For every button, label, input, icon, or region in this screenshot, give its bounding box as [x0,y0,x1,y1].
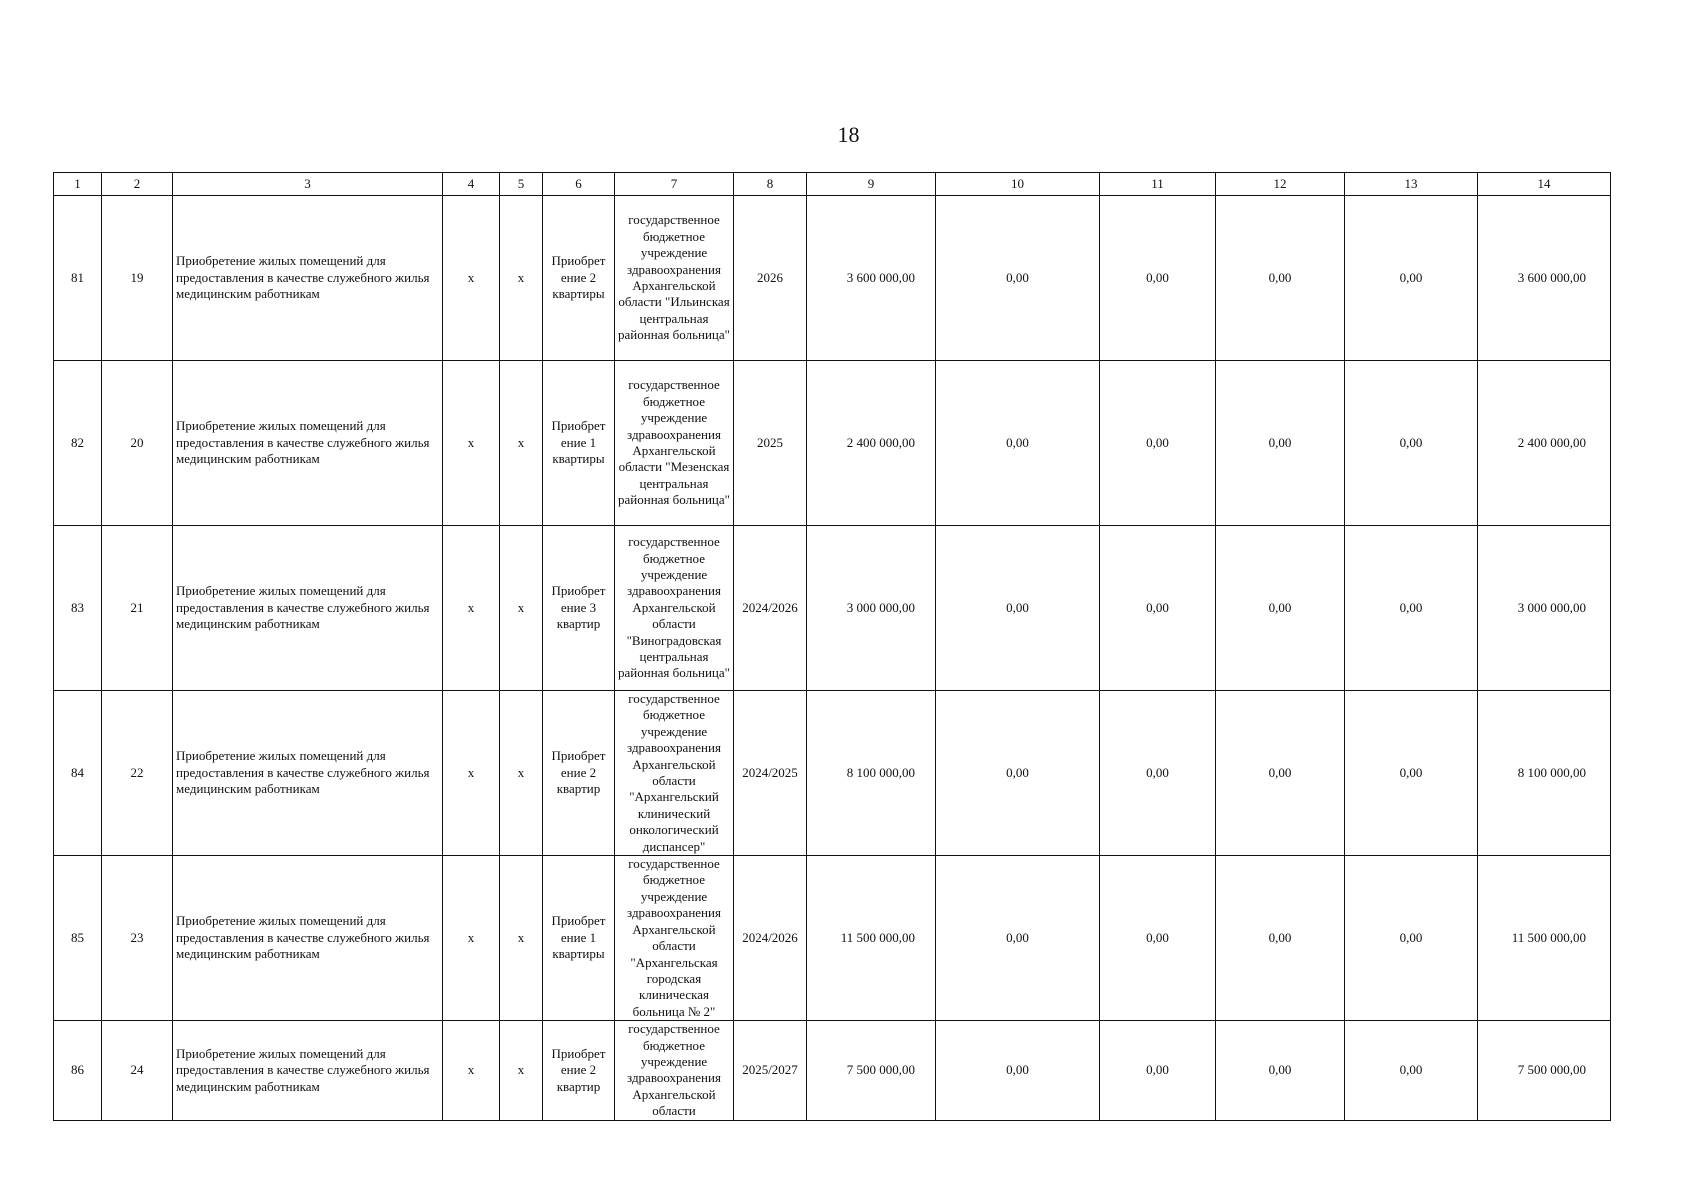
column-number-header: 1 [54,173,102,196]
total-amount-cell: 3 600 000,00 [807,196,936,361]
item-number-cell: 22 [102,691,173,856]
page-number: 18 [837,122,860,147]
description-cell: Приобретение жилых помещений для предоставления в качестве служебного жилья медицинским работникам [173,1021,443,1120]
amount-cell: 0,00 [1216,1021,1345,1120]
row-number-cell: 81 [54,196,102,361]
table-row [54,856,1611,1021]
column-number-header: 14 [1478,173,1611,196]
year-cell: 2025/2027 [734,1021,807,1120]
column-number-header: 5 [500,173,543,196]
action-cell: Приобрет ение 2 квартир [543,691,615,856]
year-cell: 2025 [734,361,807,526]
amount-cell: 0,00 [1345,361,1478,526]
action-cell: Приобрет ение 1 квартиры [543,361,615,526]
table-row [54,1021,1611,1120]
amount-cell: 0,00 [936,856,1100,1021]
table-row [54,691,1611,856]
item-number-cell: 24 [102,1021,173,1120]
total-amount-cell: 7 500 000,00 [807,1021,936,1120]
amount-cell: 0,00 [1100,856,1216,1021]
column-5-cell: х [500,361,543,526]
description-cell: Приобретение жилых помещений для предоставления в качестве служебного жилья медицинским работникам [173,856,443,1021]
column-4-cell: х [443,526,500,691]
amount-cell: 0,00 [1345,196,1478,361]
organization-cell: государственное бюджетное учреждение здравоохранения Архангельской области [615,1021,734,1120]
column-number-header: 9 [807,173,936,196]
final-amount-cell: 7 500 000,00 [1478,1021,1611,1120]
column-number-header: 2 [102,173,173,196]
description-cell: Приобретение жилых помещений для предоставления в качестве служебного жилья медицинским работникам [173,196,443,361]
final-amount-cell: 8 100 000,00 [1478,691,1611,856]
amount-cell: 0,00 [936,196,1100,361]
amount-cell: 0,00 [1216,196,1345,361]
year-cell: 2024/2026 [734,526,807,691]
amount-cell: 0,00 [1216,526,1345,691]
amount-cell: 0,00 [936,526,1100,691]
column-number-header: 4 [443,173,500,196]
column-5-cell: х [500,691,543,856]
year-cell: 2026 [734,196,807,361]
final-amount-cell: 2 400 000,00 [1478,361,1611,526]
column-5-cell: х [500,196,543,361]
column-5-cell: х [500,1021,543,1120]
column-4-cell: х [443,361,500,526]
final-amount-cell: 3 600 000,00 [1478,196,1611,361]
column-number-header: 3 [173,173,443,196]
description-cell: Приобретение жилых помещений для предоставления в качестве служебного жилья медицинским работникам [173,361,443,526]
organization-cell: государственное бюджетное учреждение здравоохранения Архангельской области "Архангельская городская клиническая больница № 2" [615,856,734,1021]
column-5-cell: х [500,856,543,1021]
column-5-cell: х [500,526,543,691]
action-cell: Приобрет ение 3 квартир [543,526,615,691]
row-number-cell: 85 [54,856,102,1021]
amount-cell: 0,00 [936,691,1100,856]
column-number-header: 12 [1216,173,1345,196]
year-cell: 2024/2026 [734,856,807,1021]
amount-cell: 0,00 [1100,691,1216,856]
total-amount-cell: 3 000 000,00 [807,526,936,691]
column-4-cell: х [443,856,500,1021]
column-number-header: 10 [936,173,1100,196]
action-cell: Приобрет ение 1 квартиры [543,856,615,1021]
column-number-header: 11 [1100,173,1216,196]
total-amount-cell: 8 100 000,00 [807,691,936,856]
table-row [54,196,1611,361]
amount-cell: 0,00 [936,1021,1100,1120]
table-row [54,526,1611,691]
year-cell: 2024/2025 [734,691,807,856]
column-number-header: 7 [615,173,734,196]
description-cell: Приобретение жилых помещений для предоставления в качестве служебного жилья медицинским работникам [173,526,443,691]
budget-table [53,172,1611,1121]
amount-cell: 0,00 [936,361,1100,526]
row-number-cell: 86 [54,1021,102,1120]
column-number-header: 6 [543,173,615,196]
amount-cell: 0,00 [1345,526,1478,691]
amount-cell: 0,00 [1216,691,1345,856]
amount-cell: 0,00 [1100,526,1216,691]
column-number-header: 13 [1345,173,1478,196]
item-number-cell: 23 [102,856,173,1021]
total-amount-cell: 11 500 000,00 [807,856,936,1021]
organization-cell: государственное бюджетное учреждение здравоохранения Архангельской области "Архангельский клинический онкологический диспансер" [615,691,734,856]
item-number-cell: 19 [102,196,173,361]
amount-cell: 0,00 [1345,691,1478,856]
row-number-cell: 82 [54,361,102,526]
column-4-cell: х [443,196,500,361]
row-number-cell: 84 [54,691,102,856]
table-row [54,361,1611,526]
total-amount-cell: 2 400 000,00 [807,361,936,526]
item-number-cell: 20 [102,361,173,526]
amount-cell: 0,00 [1100,1021,1216,1120]
amount-cell: 0,00 [1216,856,1345,1021]
amount-cell: 0,00 [1216,361,1345,526]
description-cell: Приобретение жилых помещений для предоставления в качестве служебного жилья медицинским работникам [173,691,443,856]
column-4-cell: х [443,691,500,856]
item-number-cell: 21 [102,526,173,691]
action-cell: Приобрет ение 2 квартир [543,1021,615,1120]
column-4-cell: х [443,1021,500,1120]
amount-cell: 0,00 [1345,1021,1478,1120]
amount-cell: 0,00 [1345,856,1478,1021]
amount-cell: 0,00 [1100,196,1216,361]
final-amount-cell: 11 500 000,00 [1478,856,1611,1021]
action-cell: Приобрет ение 2 квартиры [543,196,615,361]
row-number-cell: 83 [54,526,102,691]
organization-cell: государственное бюджетное учреждение здравоохранения Архангельской области "Ильинская центральная районная больница" [615,196,734,361]
organization-cell: государственное бюджетное учреждение здравоохранения Архангельской области "Виноградовская центральная районная больница" [615,526,734,691]
amount-cell: 0,00 [1100,361,1216,526]
organization-cell: государственное бюджетное учреждение здравоохранения Архангельской области "Мезенская центральная районная больница" [615,361,734,526]
final-amount-cell: 3 000 000,00 [1478,526,1611,691]
header-row [54,173,1611,196]
column-number-header: 8 [734,173,807,196]
